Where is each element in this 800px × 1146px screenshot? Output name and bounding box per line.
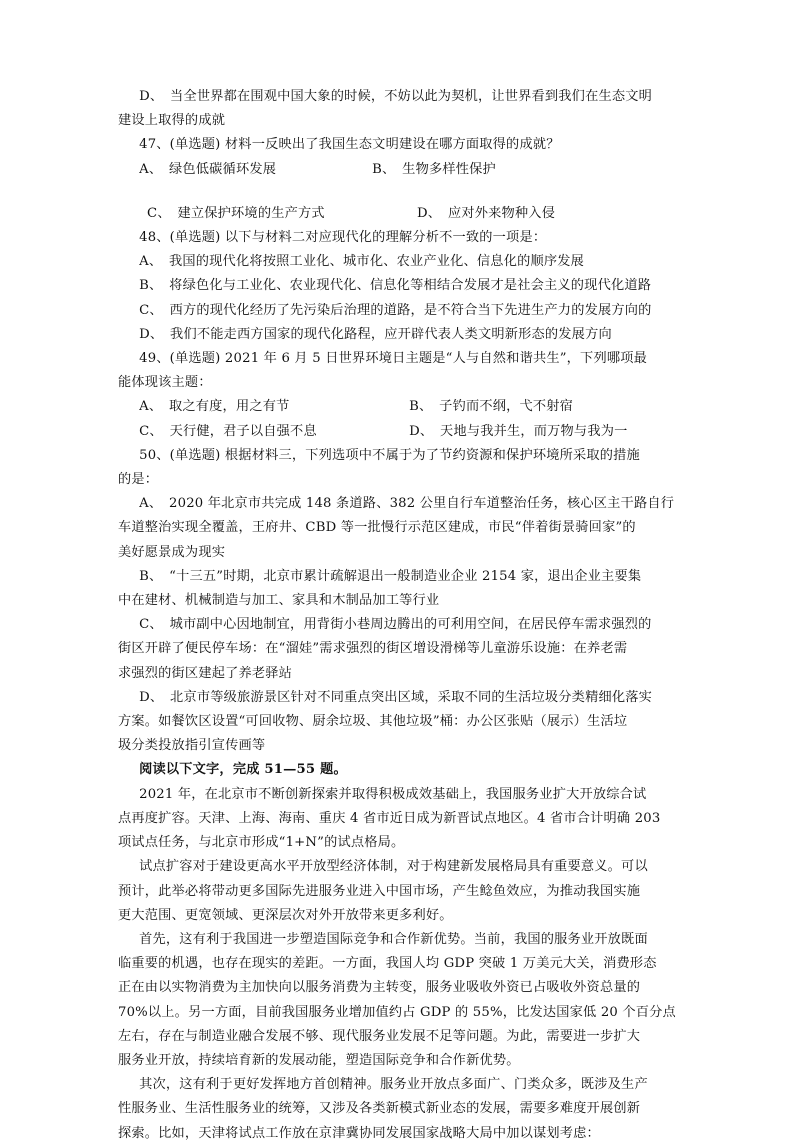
paragraph-4: 其次，这有利于更好发挥地方首创精神。服务业开放点多面广、门类众多，既涉及生产 性服务业、生活性服务业的统筹，又涉及各类新模式新业态的发展，需要多难度开展创新 探索。比如，天津将试点工作放在京津冀协同发展国家战略大局中加以谋划考虑： xyxy=(118,1077,648,1141)
question-49: 49、(单选题) 2021 年 6 月 5 日世界环境日主题是“人与自然和谐共生”，下列哪项最 xyxy=(139,351,647,367)
question-48: 48、(单选题) 以下与材料二对应现代化的理解分析不一致的一项是： xyxy=(139,230,547,246)
q48-option-d[interactable]: D、 我们不能走西方国家的现代化路程，应开辟代表人类文明新形态的发展方向 xyxy=(139,326,612,342)
question-47: 47、(单选题) 材料一反映出了我国生态文明建设在哪方面取得的成就？ xyxy=(139,137,560,153)
q46-option-d[interactable]: D、 当全世界都在围观中国大象的时候，不妨以此为契机，让世界看到我们在生态文明 xyxy=(139,89,653,104)
q47-option-a[interactable]: A、 绿色低碳循环发展 xyxy=(139,161,277,177)
q47-options-row2 xyxy=(118,202,684,226)
q48-option-c[interactable]: C、 西方的现代化经历了先污染后治理的道路，是不符合当下先进生产力的发展方向的 xyxy=(139,302,652,318)
spacer xyxy=(118,182,684,202)
q46-option-d-cont: 建设上取得的成就 xyxy=(118,113,226,129)
q49-option-b[interactable]: B、 子钓而不纲，弋不射宿 xyxy=(409,399,574,415)
q49-options-row1 xyxy=(118,395,684,419)
paragraph-3: 首先，这有利于我国进一步塑造国际竞争和合作新优势。当前，我国的服务业开放既面 临重要的机遇，也存在现实的差距。一方面，我国人均 GDP 突破 1 万美元大关，消费形态 正在由以实物消费为主加快向以服务消费为主转变，服务业吸收外资已占吸收外资总量的 70%以上。另一方面，目前我国服务业增加值约占 GDP 的 55%，比发达国家低 20 个百分点 左右，存在与制造业融合发展不够、现代服务业发展不足等问题。为此，需要进一步扩大 服务业开放，持续培育新的发展动能，塑造国际竞争和合作新优势。 xyxy=(118,931,676,1068)
q49-options-row2 xyxy=(118,420,684,444)
question-50-cont: 的是： xyxy=(118,472,159,488)
document-body xyxy=(118,85,684,1146)
q47-option-d[interactable]: D、 应对外来物种入侵 xyxy=(417,205,556,221)
question-49-cont: 能体现该主题： xyxy=(118,375,212,391)
paragraph-2: 试点扩容对于建设更高水平开放型经济体制，对于构建新发展格局具有重要意义。可以 预计，此举必将带动更多国际先进服务业进入中国市场，产生鲶鱼效应，为推动我国实施 更大范围、更宽领域、更深层次对外开放带来更多利好。 xyxy=(118,859,648,923)
q49-option-c[interactable]: C、 天行健，君子以自强不息 xyxy=(139,423,317,439)
reading-heading: 阅读以下文字，完成 51—55 题。 xyxy=(139,762,347,778)
q49-option-d[interactable]: D、 天地与我并生，而万物与我为一 xyxy=(409,423,628,439)
q50-option-c[interactable]: C、 城市副中心因地制宜，用背街小巷周边腾出的可利用空间，在居民停车需求强烈的 街区开辟了便民停车场：在“溜娃”需求强烈的街区增设滑梯等儿童游乐设施：在养老需 求强烈的街区建起了养老驿站 xyxy=(118,617,652,681)
question-50: 50、(单选题) 根据材料三，下列选项中不属于为了节约资源和保护环境所采取的措施 xyxy=(139,447,640,463)
paragraph-1: 2021 年，在北京市不断创新探索并取得积极成效基础上，我国服务业扩大开放综合试 点再度扩容。天津、上海、海南、重庆 4 省市近日成为新晋试点地区。4 省市合计明确 203 项试点任务，与北京市形成“1+N”的试点格局。 xyxy=(118,786,661,851)
q47-option-b[interactable]: B、 生物多样性保护 xyxy=(372,161,496,177)
q49-option-a[interactable]: A、 取之有度，用之有节 xyxy=(139,399,290,415)
q47-options-row1 xyxy=(118,158,684,182)
q48-option-b[interactable]: B、 将绿色化与工业化、农业现代化、信息化等相结合发展才是社会主义的现代化道路 xyxy=(139,278,652,294)
q50-option-a[interactable]: A、 2020 年北京市共完成 148 条道路、382 公里自行车道整治任务，核心区主干路自行 车道整治实现全覆盖，王府井、CBD 等一批慢行示范区建成，市民“伴着街景骑回家”的 美好愿景成为现实 xyxy=(118,496,675,560)
q50-option-d[interactable]: D、 北京市等级旅游景区针对不同重点突出区域，采取不同的生活垃圾分类精细化落实 方案。如餐饮区设置“可回收物、厨余垃圾、其他垃圾”桶：办公区张贴（展示）生活垃 圾分类投放指引宣传画等 xyxy=(118,689,653,754)
q50-option-b[interactable]: B、 “十三五”时期，北京市累计疏解退出一般制造业企业 2154 家，退出企业主要集 中在建材、机械制造与加工、家具和木制品加工等行业 xyxy=(118,568,642,609)
q47-option-c[interactable]: C、 建立保护环境的生产方式 xyxy=(147,205,325,221)
q48-option-a[interactable]: A、 我国的现代化将按照工业化、城市化、农业产业化、信息化的顺序发展 xyxy=(139,254,585,270)
